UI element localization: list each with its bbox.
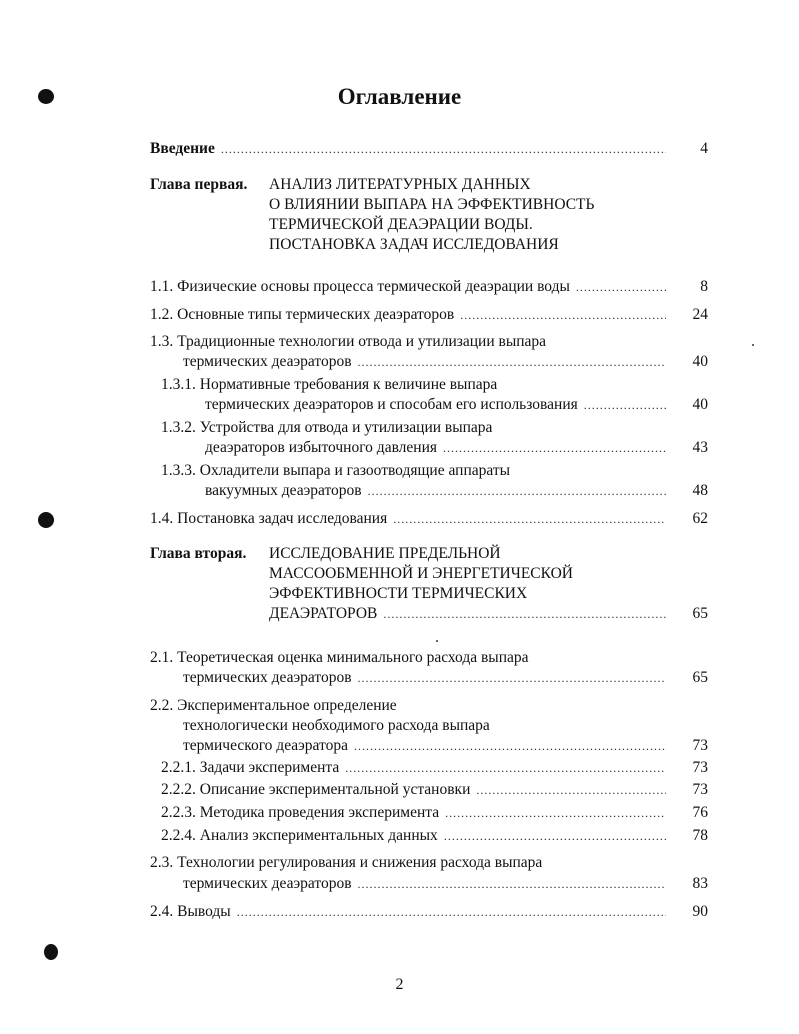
toc-page-number: 78 [692,827,708,844]
toc-entry-2-2-line2: технологически необходимого расхода выпара [183,717,490,734]
leader-dots [443,438,666,458]
toc-entry-label: 2.2.2. Описание экспериментальной установки [161,781,471,798]
toc-page-number: 83 [692,875,708,892]
toc-entry-label: Введение [150,140,215,157]
chapter-1-title-line: О ВЛИЯНИИ ВЫПАРА НА ЭФФЕКТИВНОСТЬ [269,196,595,213]
toc-entry-1-3-1-line1: 1.3.1. Нормативные требования к величине выпара [161,376,498,393]
chapter-2-title-line: ЭФФЕКТИВНОСТИ ТЕРМИЧЕСКИХ [269,585,528,602]
toc-entry-2-3[interactable] [183,874,708,894]
binder-hole-middle [38,512,54,528]
chapter-1-title-line: ТЕРМИЧЕСКОЙ ДЕАЭРАЦИИ ВОДЫ. [269,216,533,233]
toc-entry-2-1-line1: 2.1. Теоретическая оценка минимального расхода выпара [150,649,529,666]
chapter-2-title-line: МАССООБМЕННОЙ И ЭНЕРГЕТИЧЕСКОЙ [269,565,573,582]
leader-dots [460,305,666,325]
toc-entry-2-2-line1: 2.2. Экспериментальное определение [150,697,397,714]
toc-page-number: 65 [692,605,708,622]
leader-dots [345,758,666,778]
toc-entry-2-2-2[interactable] [161,780,708,800]
toc-page-number: 90 [692,903,708,920]
toc-page-number: 73 [692,737,708,754]
toc-entry-1-4[interactable] [150,509,708,529]
toc-entry-2-2-4[interactable] [161,826,708,846]
chapter-1-title-line: ПОСТАНОВКА ЗАДАЧ ИССЛЕДОВАНИЯ [269,236,559,253]
toc-page-number: 48 [692,482,708,499]
chapter-1-label: Глава первая. [150,176,248,193]
scan-speck [752,344,754,346]
toc-entry-1-2[interactable] [150,305,708,325]
leader-dots [445,803,666,823]
toc-entry-label: 2.2.3. Методика проведения эксперимента [161,804,440,821]
toc-entry-1-3[interactable] [183,352,708,372]
toc-entry-1-3-line1: 1.3. Традиционные технологии отвода и утилизации выпара [150,333,547,350]
toc-page-number: 73 [692,781,708,798]
toc-page-number: 62 [692,510,708,527]
leader-dots [444,826,666,846]
toc-entry-label: термических деаэраторов [183,875,352,892]
leader-dots [476,780,666,800]
toc-entry-1-3-3-line1: 1.3.3. Охладители выпара и газоотводящие аппараты [161,462,511,479]
toc-entry-2-2-1[interactable] [161,758,708,778]
toc-entry-2-3-line1: 2.3. Технологии регулирования и снижения расхода выпара [150,854,543,871]
leader-dots [237,902,666,922]
toc-entry-label: 1.4. Постановка задач исследования [150,510,388,527]
toc-entry-1-3-3[interactable] [205,481,708,501]
chapter-2-label: Глава вторая. [150,545,247,562]
toc-entry-label: 2.4. Выводы [150,903,231,920]
scan-speck [436,640,438,642]
toc-entry-1-3-1[interactable] [205,395,708,415]
leader-dots [221,139,666,159]
toc-entry-1-3-2-line1: 1.3.2. Устройства для отвода и утилизации выпара [161,419,493,436]
toc-entry-label: термических деаэраторов и способам его использования [205,396,578,413]
toc-entry-2-4[interactable] [150,902,708,922]
toc-entry-label: 1.2. Основные типы термических деаэраторов [150,306,455,323]
toc-entry-2-1[interactable] [183,668,708,688]
toc-entry-label: термических деаэраторов [183,669,352,686]
toc-entry-chapter-2[interactable] [269,604,708,624]
toc-entry-1-1[interactable] [150,277,708,297]
toc-page-number: 8 [700,278,708,295]
toc-entry-label: вакуумных деаэраторов [205,482,362,499]
toc-page-number: 73 [692,759,708,776]
toc-page-number: 40 [692,353,708,370]
toc-page-number: 4 [700,140,708,157]
toc-entry-label: 1.1. Физические основы процесса термической деаэрации воды [150,278,570,295]
toc-entry-2-2-3[interactable] [161,803,708,823]
leader-dots [358,352,666,372]
leader-dots [584,395,666,415]
leader-dots [576,277,666,297]
leader-dots [358,874,666,894]
binder-hole-bottom [44,944,58,960]
toc-entry-2-2[interactable] [183,736,708,756]
toc-entry-label: 2.2.4. Анализ экспериментальных данных [161,827,438,844]
toc-page-number: 43 [692,439,708,456]
leader-dots [354,736,666,756]
leader-dots [358,668,666,688]
leader-dots [368,481,666,501]
toc-entry-label: термических деаэраторов [183,353,352,370]
toc-page-number: 76 [692,804,708,821]
toc-entry-1-3-2[interactable] [205,438,708,458]
toc-page-number: 65 [692,669,708,686]
toc-entry-label: термического деаэратора [183,737,348,754]
leader-dots [393,509,666,529]
toc-entry-label: 2.2.1. Задачи эксперимента [161,759,340,776]
toc-page-number: 24 [692,306,708,323]
chapter-2-title-line: ИССЛЕДОВАНИЕ ПРЕДЕЛЬНОЙ [269,545,501,562]
toc-entry-label: ДЕАЭРАТОРОВ [269,605,378,622]
toc-entry-label: деаэраторов избыточного давления [205,439,438,456]
toc-entry-introduction[interactable] [150,139,708,159]
leader-dots [383,604,666,624]
chapter-1-title-line: АНАЛИЗ ЛИТЕРАТУРНЫХ ДАННЫХ [269,176,531,193]
page-title: Оглавление [337,84,462,109]
toc-page-number: 40 [692,396,708,413]
page-number: 2 [395,976,404,993]
